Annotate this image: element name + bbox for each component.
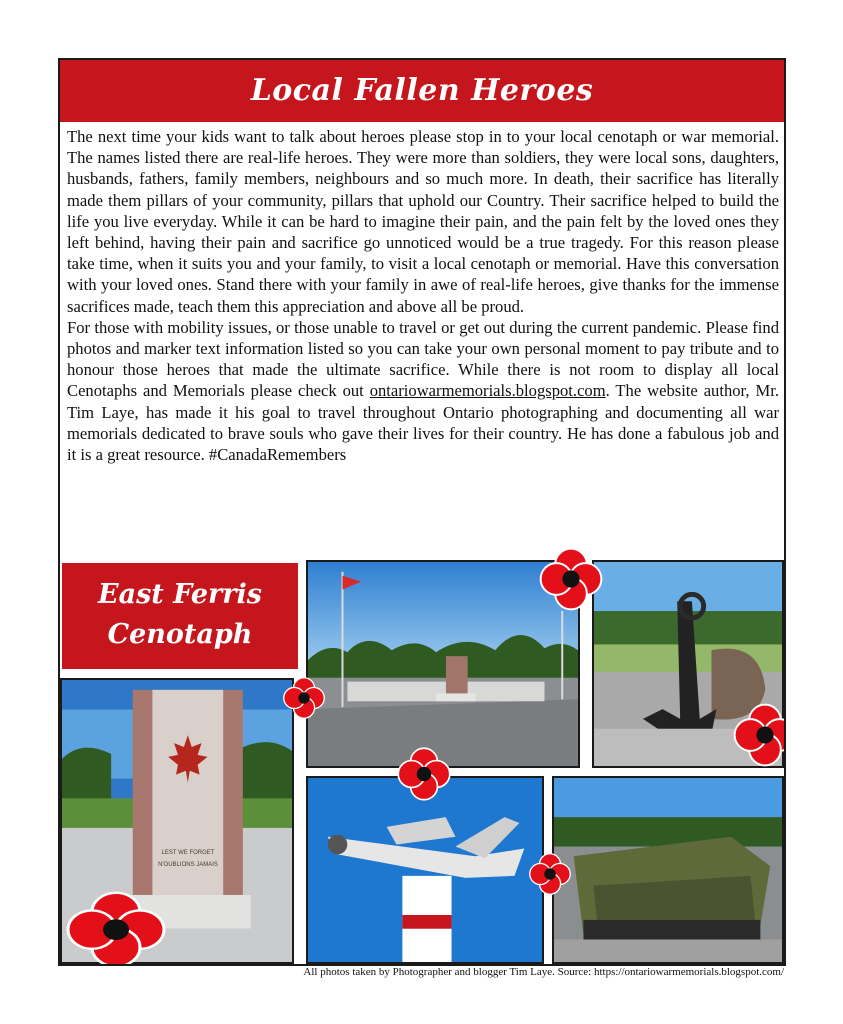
poppy-icon [282, 676, 326, 720]
paragraph-2-end: . The website author, Mr. Tim Laye, has made it his goal to travel throughout Ontario photographing and documenting all war memorials dedicated to brave souls who gave their lives for their country. He has done a fabulous job and it is a great resource. #CanadaRemembers [67, 381, 779, 465]
article-body [67, 126, 779, 465]
section-title [62, 563, 298, 669]
poppy-icon [528, 852, 572, 896]
poppy-icon [66, 888, 166, 966]
monument-inscription-fr: N'OUBLIONS JAMAIS [158, 862, 218, 868]
photo-aircraft-memorial [306, 776, 544, 964]
paragraph-2-start: For those with mobility issues, or those unable to travel or get out during the current pandemic. Please find photos and marker text information listed so you can take your own personal moment to pay tribute and to honour those heroes that made the ultimate sacrifice. While there is not room to display all local Cenotaphs and Memorials please check out [67, 317, 779, 401]
section-title-line-2: Cenotaph [107, 619, 253, 650]
photo-armoured-vehicle [552, 776, 784, 964]
page-frame [58, 58, 786, 966]
article-paragraph-2 [67, 317, 779, 465]
section-title-line-1: East Ferris [98, 579, 262, 610]
page-title: Local Fallen Heroes [60, 60, 784, 122]
photo-credit-caption: All photos taken by Photographer and blogger Tim Laye. Source: https://ontariowarmemorials.blogspot.com/ [303, 966, 784, 978]
blog-link[interactable]: ontariowarmemorials.blogspot.com [369, 381, 606, 401]
poppy-icon [538, 546, 604, 612]
article-paragraph-1: The next time your kids want to talk about heroes please stop in to your local cenotaph or war memorial. The names listed there are real-life heroes. They were more than soldiers, they were local sons, daughters, husbands, fathers, family members, neighbours and so much more. In death, their sacrifice has literally made them pillars of your community, pillars that uphold our Country. Their sacrifice helped to build the life you live everyday. While it can be hard to imagine their pain, and the pain felt by the loved ones they left behind, having their pain and sacrifice go unnoticed would be a true tragedy. For this reason please take time, when it suits you and your family, to visit a local cenotaph or memorial. Have this conversation with your loved ones. Stand there with your family in awe of real-life heroes, give thanks for the immense sacrifices made, teach them this appreciation and above all be proud. [67, 127, 779, 316]
monument-inscription-en: LEST WE FORGET [161, 850, 215, 856]
poppy-icon [396, 746, 452, 802]
poppy-icon [732, 702, 786, 768]
